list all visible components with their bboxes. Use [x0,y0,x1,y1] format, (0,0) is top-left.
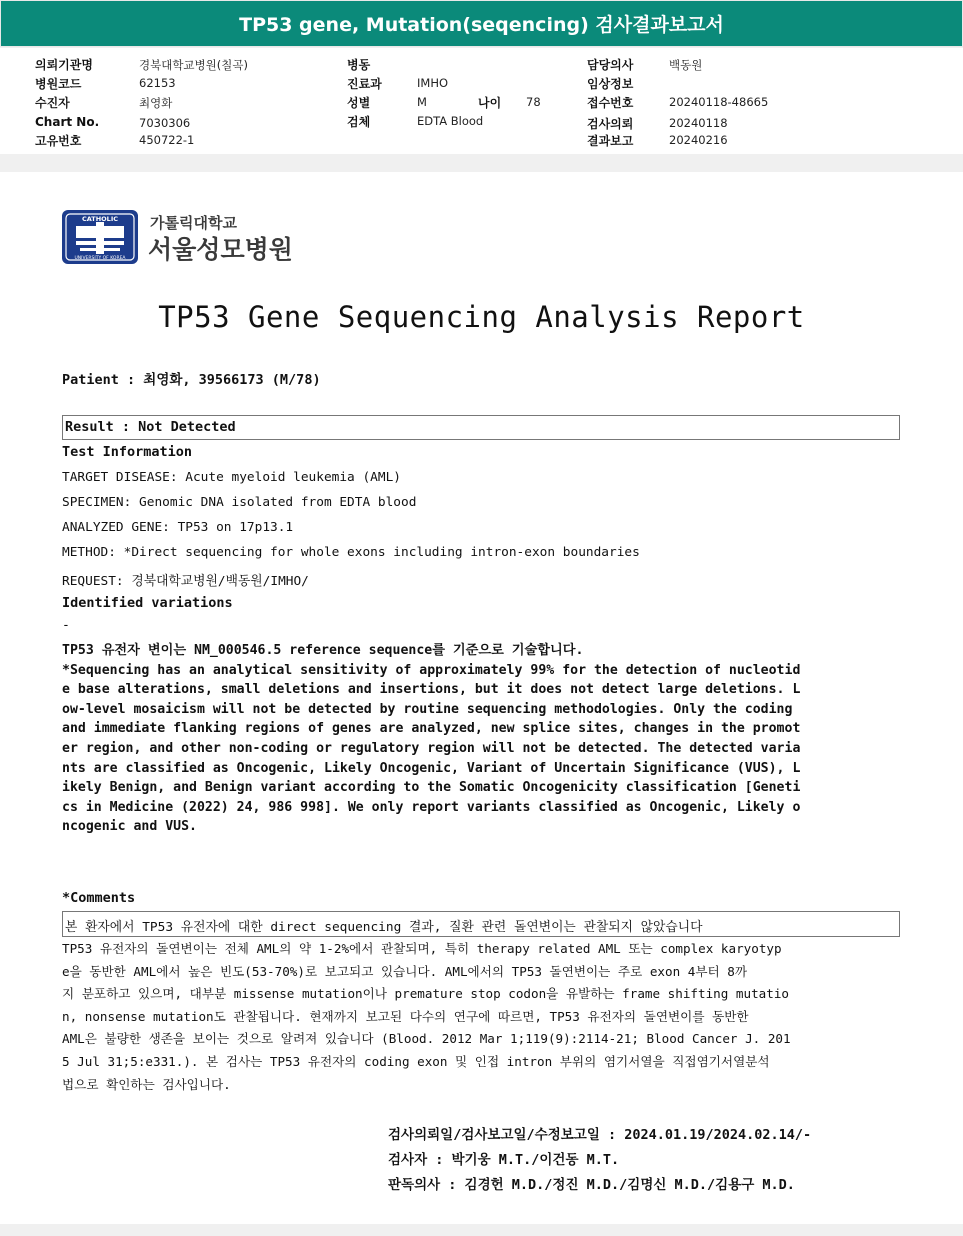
reading-doctors: 판독의사 : 김경헌 M.D./정진 M.D./김명신 M.D./김용구 M.D. [388,1177,795,1193]
note-line: and immediate flanking regions of genes are analyzed, new splice sites, changes in the promot [62,721,801,737]
examiners: 검사자 : 박기웅 M.T./이건동 M.T. [388,1152,620,1168]
note-line: nts are classified as Oncogenic, Likely Oncogenic, Variant of Uncertain Significance (VUS), L [62,760,801,776]
value-requesting-institution: 경북대학교병원(칠곡) [139,58,248,72]
logo-university-name: 가톨릭대학교 [150,214,237,232]
comment-body [62,938,791,1096]
result-text: Result : Not Detected [65,419,236,435]
identified-variations-value: - [62,618,70,633]
target-disease: TARGET DISEASE: Acute myeloid leukemia (AML) [62,470,401,485]
label-unique-number: 고유번호 [35,134,82,148]
emblem-bottom-text: UNIVERSITY OF KOREA [74,256,126,261]
label-sex: 성별 [347,96,371,110]
request: REQUEST: 경북대학교병원/백동원/IMHO/ [62,574,309,589]
note-line: ikely Benign, and Benign variant according to the Somatic Oncogenicity classification [Geneti [62,780,801,796]
label-department: 진료과 [347,77,382,91]
label-receipt-number: 접수번호 [587,96,634,110]
method: METHOD: *Direct sequencing for whole exons including intron-exon boundaries [62,545,640,560]
label-chart-no: Chart No. [35,115,100,129]
note-line: e base alterations, small deletions and insertions, but it does not detect large deletions. L [62,682,801,698]
report-title: TP53 Gene Sequencing Analysis Report [158,300,805,334]
comments-heading: *Comments [62,890,136,906]
label-test-request-date: 검사의뢰 [587,117,634,131]
value-attending-doctor: 백동원 [669,58,703,72]
label-ward: 병동 [347,58,371,72]
catholic-emblem-icon [62,208,302,268]
note-line: er region, and other non-coding or regulatory region will not be detected. The detected varia [62,740,801,756]
note-line: TP53 유전자 변이는 NM_000546.5 reference sequence를 기준으로 기술합니다. [62,643,584,658]
value-sex: M [417,95,427,109]
report-page [0,172,963,1224]
label-clinical-info: 임상정보 [587,77,634,91]
value-department: IMHO [417,76,449,90]
value-receipt-number: 20240118-48665 [669,95,769,109]
patient-info-header [0,48,963,154]
logo-hospital-name: 서울성모병원 [148,235,293,264]
value-test-request-date: 20240118 [669,116,728,130]
comment-line: 법으로 확인하는 검사입니다. [62,1076,231,1092]
title-bar [0,0,963,47]
comment-summary: 본 환자에서 TP53 유전자에 대한 direct sequencing 결과, 질환 관련 돌연변이는 관찰되지 않았습니다 [65,920,703,935]
comment-line: 5 Jul 31;5:e331.). 본 검사는 TP53 유전자의 coding exon 및 인접 intron 부위의 염기서열을 직접염기서열분석 [62,1053,770,1069]
note-line: *Sequencing has an analytical sensitivity of approximately 99% for the detection of nucleotid [62,662,801,678]
patient-line: Patient : 최영화, 39566173 (M/78) [62,372,321,388]
label-specimen: 검체 [347,115,371,129]
sequencing-note [62,641,800,837]
value-patient: 최영화 [139,96,173,110]
comment-line: AML은 불량한 생존을 보이는 것으로 알려져 있습니다 (Blood. 2012 Mar 1;119(9):2114-21; Blood Cancer J. 201 [62,1031,791,1047]
test-information-heading: Test Information [62,444,193,460]
value-unique-number: 450722-1 [139,133,195,147]
emblem-top-text: CATHOLIC [81,215,119,223]
label-patient: 수진자 [35,96,70,110]
analyzed-gene: ANALYZED GENE: TP53 on 17p13.1 [62,520,294,535]
label-hospital-code: 병원코드 [35,77,82,91]
value-age: 78 [526,95,541,109]
label-result-report-date: 결과보고 [587,134,634,148]
specimen: SPECIMEN: Genomic DNA isolated from EDTA blood [62,495,417,510]
report-dates: 검사의뢰일/검사보고일/수정보고일 : 2024.01.19/2024.02.14/- [388,1127,812,1143]
value-hospital-code: 62153 [139,76,176,90]
comment-line: 지 분포하고 있으며, 대부분 missense mutation이나 premature stop codon을 유발하는 frame shifting mutatio [62,986,789,1002]
label-age: 나이 [478,96,502,110]
note-line: cs in Medicine (2022) 24, 986 998]. We only report variants classified as Oncogenic, Likely o [62,799,801,815]
note-line: ow-level mosaicism will not be detected by routine sequencing methodologies. Only the coding [62,701,793,717]
label-requesting-institution: 의뢰기관명 [35,58,93,72]
identified-variations-heading: Identified variations [62,595,233,611]
value-chart-no: 7030306 [139,116,191,130]
hospital-logo [62,208,302,268]
note-line: ncogenic and VUS. [62,819,197,835]
label-attending-doctor: 담당의사 [587,58,634,72]
comment-line: e을 동반한 AML에서 높은 빈도(53-70%)로 보고되고 있습니다. AML에서의 TP53 돌연변이는 주로 exon 4부터 8까 [62,963,747,979]
report-window-title: TP53 gene, Mutation(seqencing) 검사결과보고서 [239,14,724,36]
value-result-report-date: 20240216 [669,133,728,147]
comment-line: n, nonsense mutation도 관찰됩니다. 현재까지 보고된 다수의 연구에 따르면, TP53 유전자의 돌연변이를 동반한 [62,1008,749,1024]
value-specimen: EDTA Blood [417,114,484,128]
comment-line: TP53 유전자의 돌연변이는 전체 AML의 약 1-2%에서 관찰되며, 특히 therapy related AML 또는 complex karyotyp [62,941,782,956]
